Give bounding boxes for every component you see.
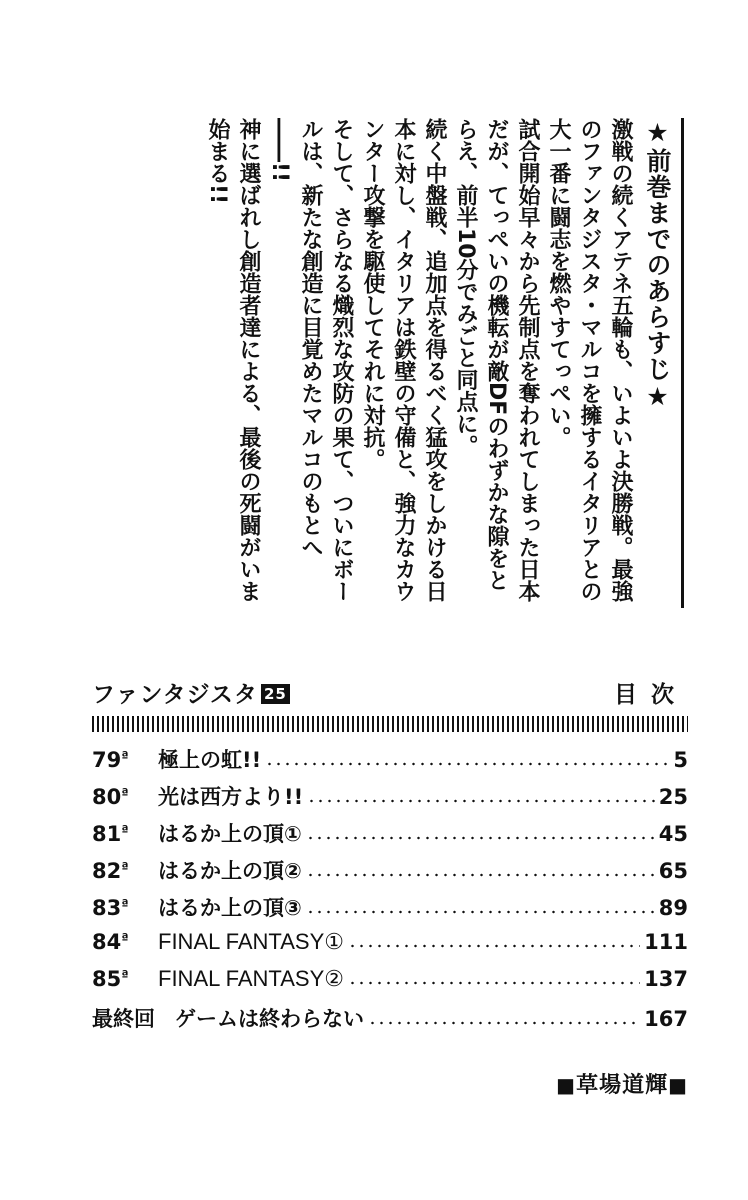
chapter-page: 25 xyxy=(658,785,688,809)
author-credit xyxy=(556,1068,688,1099)
decorative-rule xyxy=(92,716,688,732)
synopsis-paragraph: そして、さらなる熾烈な攻防の果て、ついにボールは、新たな創造に目覚めたマルコのもとへ――!! xyxy=(267,118,354,602)
synopsis-paragraph: 激戦の続くアテネ五輪も、いよいよ決勝戦。最強のファンタジスタ・マルコを擁するイタリアとの大一番に闘志を燃やすてっぺい。 xyxy=(546,118,633,602)
chapter-title: 極上の虹!! xyxy=(158,748,262,772)
chapter-number: $79^ª$ xyxy=(92,748,129,772)
series-title xyxy=(92,676,290,709)
toc-header xyxy=(92,676,688,708)
toc-list xyxy=(92,744,688,1040)
toc-title: 目次 xyxy=(614,682,688,708)
chapter-page: 65 xyxy=(658,859,688,883)
synopsis-body xyxy=(166,118,636,608)
toc-row xyxy=(92,744,688,781)
toc-row xyxy=(92,966,688,1003)
toc-row xyxy=(92,855,688,892)
chapter-page: 45 xyxy=(658,822,688,846)
chapter-page: 5 xyxy=(673,748,688,772)
dot-leader xyxy=(306,872,655,878)
chapter-page: 111 xyxy=(644,930,688,954)
chapter-title: はるか上の頂③ xyxy=(158,896,302,920)
chapter-title: FINAL FANTASY① xyxy=(158,929,344,954)
chapter-number: 最終回 xyxy=(92,1007,155,1031)
dot-leader xyxy=(368,1020,640,1026)
dot-leader xyxy=(348,943,640,949)
dot-leader xyxy=(306,909,655,915)
chapter-number: $82^ª$ xyxy=(92,859,129,883)
dot-leader xyxy=(348,980,640,986)
chapter-number: $80^ª$ xyxy=(92,785,129,809)
square-marker-icon: ■ xyxy=(668,1073,688,1097)
chapter-number: $83^ª$ xyxy=(92,896,129,920)
chapter-title: 光は西方より!! xyxy=(158,785,304,809)
toc-row-final xyxy=(92,1003,688,1040)
synopsis-paragraph: 神に選ばれし創造者達による、最後の死闘がいま始まる!! xyxy=(205,118,261,602)
volume-badge: 25 xyxy=(261,684,290,704)
chapter-page: 137 xyxy=(644,967,688,991)
dot-leader xyxy=(306,835,655,841)
toc-row xyxy=(92,818,688,855)
chapter-title: はるか上の頂② xyxy=(158,859,302,883)
square-marker-icon: ■ xyxy=(556,1073,577,1097)
series-title-text: ファンタジスタ xyxy=(92,682,258,708)
toc-row xyxy=(92,781,688,818)
chapter-page: 89 xyxy=(658,896,688,920)
author-name: 草場道輝 xyxy=(576,1073,669,1098)
dot-leader xyxy=(307,798,655,804)
chapter-page: 167 xyxy=(644,1007,688,1031)
synopsis-heading: ★前巻までのあらすじ★ xyxy=(639,118,684,608)
chapter-number: $84^ª$ xyxy=(92,930,129,954)
toc-row xyxy=(92,892,688,929)
chapter-title: はるか上の頂① xyxy=(158,822,302,846)
chapter-number: $85^ª$ xyxy=(92,967,129,991)
synopsis-paragraph: 続く中盤戦、追加点を得るべく猛攻をしかける日本に対し、イタリアは鉄壁の守備と、強力なカウンター攻撃を駆使してそれに対抗。 xyxy=(360,118,447,602)
toc-row xyxy=(92,929,688,966)
chapter-title: FINAL FANTASY② xyxy=(158,966,344,991)
chapter-number: $81^ª$ xyxy=(92,822,129,846)
synopsis-paragraph: 試合開始早々から先制点を奪われてしまった日本だが、てっぺいの機転が敵DFのわずかな隙をとらえ、前半10分でみごと同点に。 xyxy=(453,118,540,602)
dot-leader xyxy=(265,761,669,767)
chapter-title: ゲームは終わらない xyxy=(175,1007,364,1031)
